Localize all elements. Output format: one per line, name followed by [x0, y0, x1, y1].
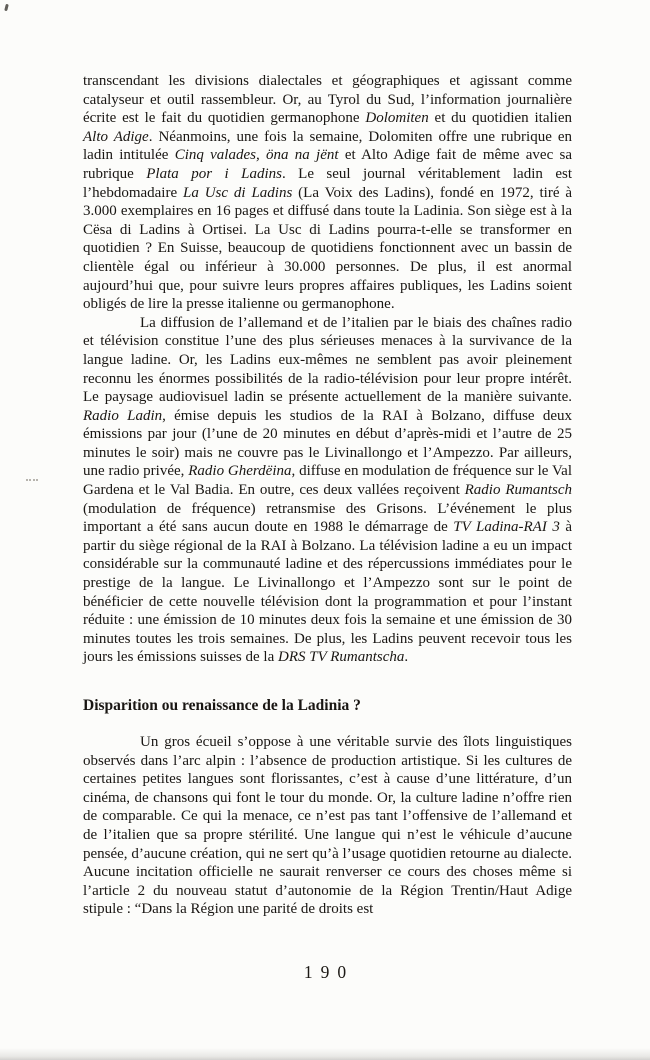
section-heading: Disparition ou renaissance de la Ladinia ? — [83, 697, 361, 714]
scan-edge-shadow — [0, 1048, 650, 1060]
scan-artifact — [4, 4, 9, 12]
scan-artifact — [26, 476, 38, 481]
body-paragraph-1: transcendant les divisions dialectales et géographiques et agissant comme catalyseur et outil rassembleur. Or, au Tyrol du Sud, l’information journalière écrite est le fait du quotidien germanophone Dolomiten et du quotidien italien Alto Adige. Néanmoins, une fois la semaine, Dolomiten offre une rubrique en ladin intitulée Cinq valades, öna na jënt et Alto Adige fait de même avec sa rubrique Plata por i Ladins. Le seul journal véritablement ladin est l’hebdomadaire La Usc di Ladins (La Voix des Ladins), fondé en 1972, tiré à 3.000 exemplaires en 16 pages et diffusé dans toute la Ladinia. Son siège est à la Cësa di Ladins à Ortisei. La Usc di Ladins pourra-t-elle se transformer en quotidien ? En Suisse, beaucoup de quotidiens fonctionnent avec un bassin de clientèle égal ou inférieur à 30.000 personnes. De plus, il est anormal aujourd’hui que, pour suivre leurs propres affaires publiques, les Ladins soient obligés de lire la presse italienne ou germanophone. — [83, 73, 573, 313]
body-paragraph-2: La diffusion de l’allemand et de l’italien par le biais des chaînes radio et télévision constitue l’une des plus sérieuses menaces à la survivance de la langue ladine. Or, les Ladins eux-mêmes ne semblent pas avoir pleinement reconnu les énormes possibilités de la radio-télévision pour leur propre intérêt. Le paysage audiovisuel ladin se présente actuellement de la manière suivante. Radio Ladin, émise depuis les studios de la RAI à Bolzano, diffuse deux émissions par jour (l’une de 20 minutes en début d’après-midi et l’autre de 25 minutes le soir) mais ne couvre pas le Livinallongo et l’Ampezzo. Par ailleurs, une radio privée, Radio Gherdëina, diffuse en modulation de fréquence sur le Val Gardena et le Val Badia. En outre, ces deux vallées reçoivent Radio Rumantsch (modulation de fréquence) retransmise des Grisons. L’événement le plus important a été sans aucun doute en 1988 le démarrage de TV Ladina-RAI 3 à partir du siège régional de la RAI à Bolzano. La télévision ladine a eu un impact considérable sur la communauté ladine et des répercussions immédiates pour le prestige de la langue. Le Livinallongo et l’Ampezzo sont sur le point de bénéficier de cette nouvelle télévision dont la programmation et pour l’instant réduite : une émission de 10 minutes deux fois la semaine et une émission de 30 minutes toutes les trois semaines. De plus, les Ladins peuvent recevoir tous les jours les émissions suisses de la DRS TV Rumantscha. — [83, 314, 572, 666]
page-text-block — [83, 72, 572, 919]
page-number: 190 — [303, 962, 355, 982]
body-paragraph-3: Un gros écueil s’oppose à une véritable survie des îlots linguistiques observés dans l’arc alpin : l’absence de production artistique. Si les cultures de certaines petites langues sont florissantes, c’est à cause d’une littérature, d’un cinéma, de chansons qui font le tour du monde. Or, la culture ladine n’offre rien de comparable. Ce qui la menace, ce n’est pas tant l’offensive de l’allemand et de l’italien que sa propre stérilité. Une langue qui n’est le véhicule d’aucune pensée, d’aucune création, qui ne sert qu’à l’usage quotidien retourne au dialecte. Aucune incitation officielle ne saurait renverser ce cours des choses même si l’article 2 du nouveau statut d’autonomie de la Région Trentin/Haut Adige stipule : “Dans la Région une parité de droits est — [83, 734, 572, 918]
